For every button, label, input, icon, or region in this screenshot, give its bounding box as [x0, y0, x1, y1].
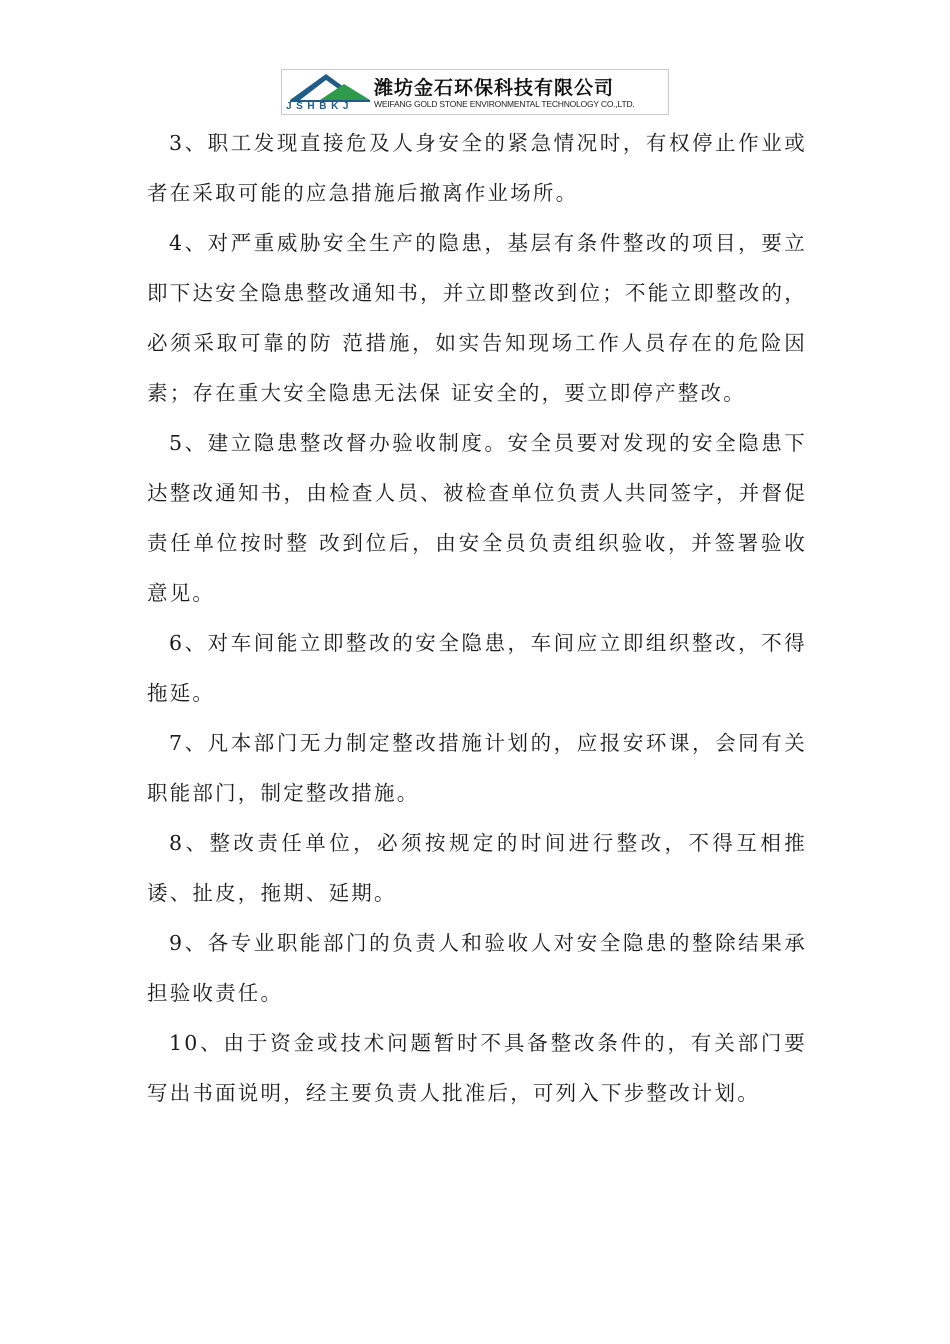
brand-abbreviation: JSHBKJ: [286, 101, 354, 112]
clause-9: 9、各专业职能部门的负责人和验收人对安全隐患的整除结果承担验收责任。: [147, 931, 807, 1005]
document-body: [147, 118, 807, 1118]
company-name-english: WEIFANG GOLD STONE ENVIRONMENTAL TECHNOLOGY CO.,LTD.: [374, 99, 635, 109]
company-name-chinese: 潍坊金石环保科技有限公司: [374, 77, 615, 99]
clause-10: 10、由于资金或技术问题暂时不具备整改条件的，有关部门要写出书面说明，经主要负责人批准后，可列入下步整改计划。: [147, 1031, 807, 1105]
clause-5: 5、建立隐患整改督办验收制度。安全员要对发现的安全隐患下达整改通知书，由检查人员、被检查单位负责人共同签字，并督促责任单位按时整 改到位后，由安全员负责组织验收，并签署验收意见。: [147, 431, 807, 605]
clause-8: 8、整改责任单位，必须按规定的时间进行整改，不得互相推诿、扯皮，拖期、延期。: [147, 831, 807, 905]
company-letterhead: [281, 69, 669, 115]
clause-6: 6、对车间能立即整改的安全隐患，车间应立即组织整改，不得拖延。: [147, 631, 807, 705]
clause-7: 7、凡本部门无力制定整改措施计划的，应报安环课，会同有关职能部门，制定整改措施。: [147, 731, 807, 805]
clause-4: 4、对严重威胁安全生产的隐患，基层有条件整改的项目，要立即下达安全隐患整改通知书，并立即整改到位；不能立即整改的，必须采取可靠的防 范措施，如实告知现场工作人员存在的危险因素；存在重大安全隐患无法保 证安全的，要立即停产整改。: [147, 231, 807, 405]
clause-3: 3、职工发现直接危及人身安全的紧急情况时，有权停止作业或者在采取可能的应急措施后撤离作业场所。: [147, 131, 807, 205]
